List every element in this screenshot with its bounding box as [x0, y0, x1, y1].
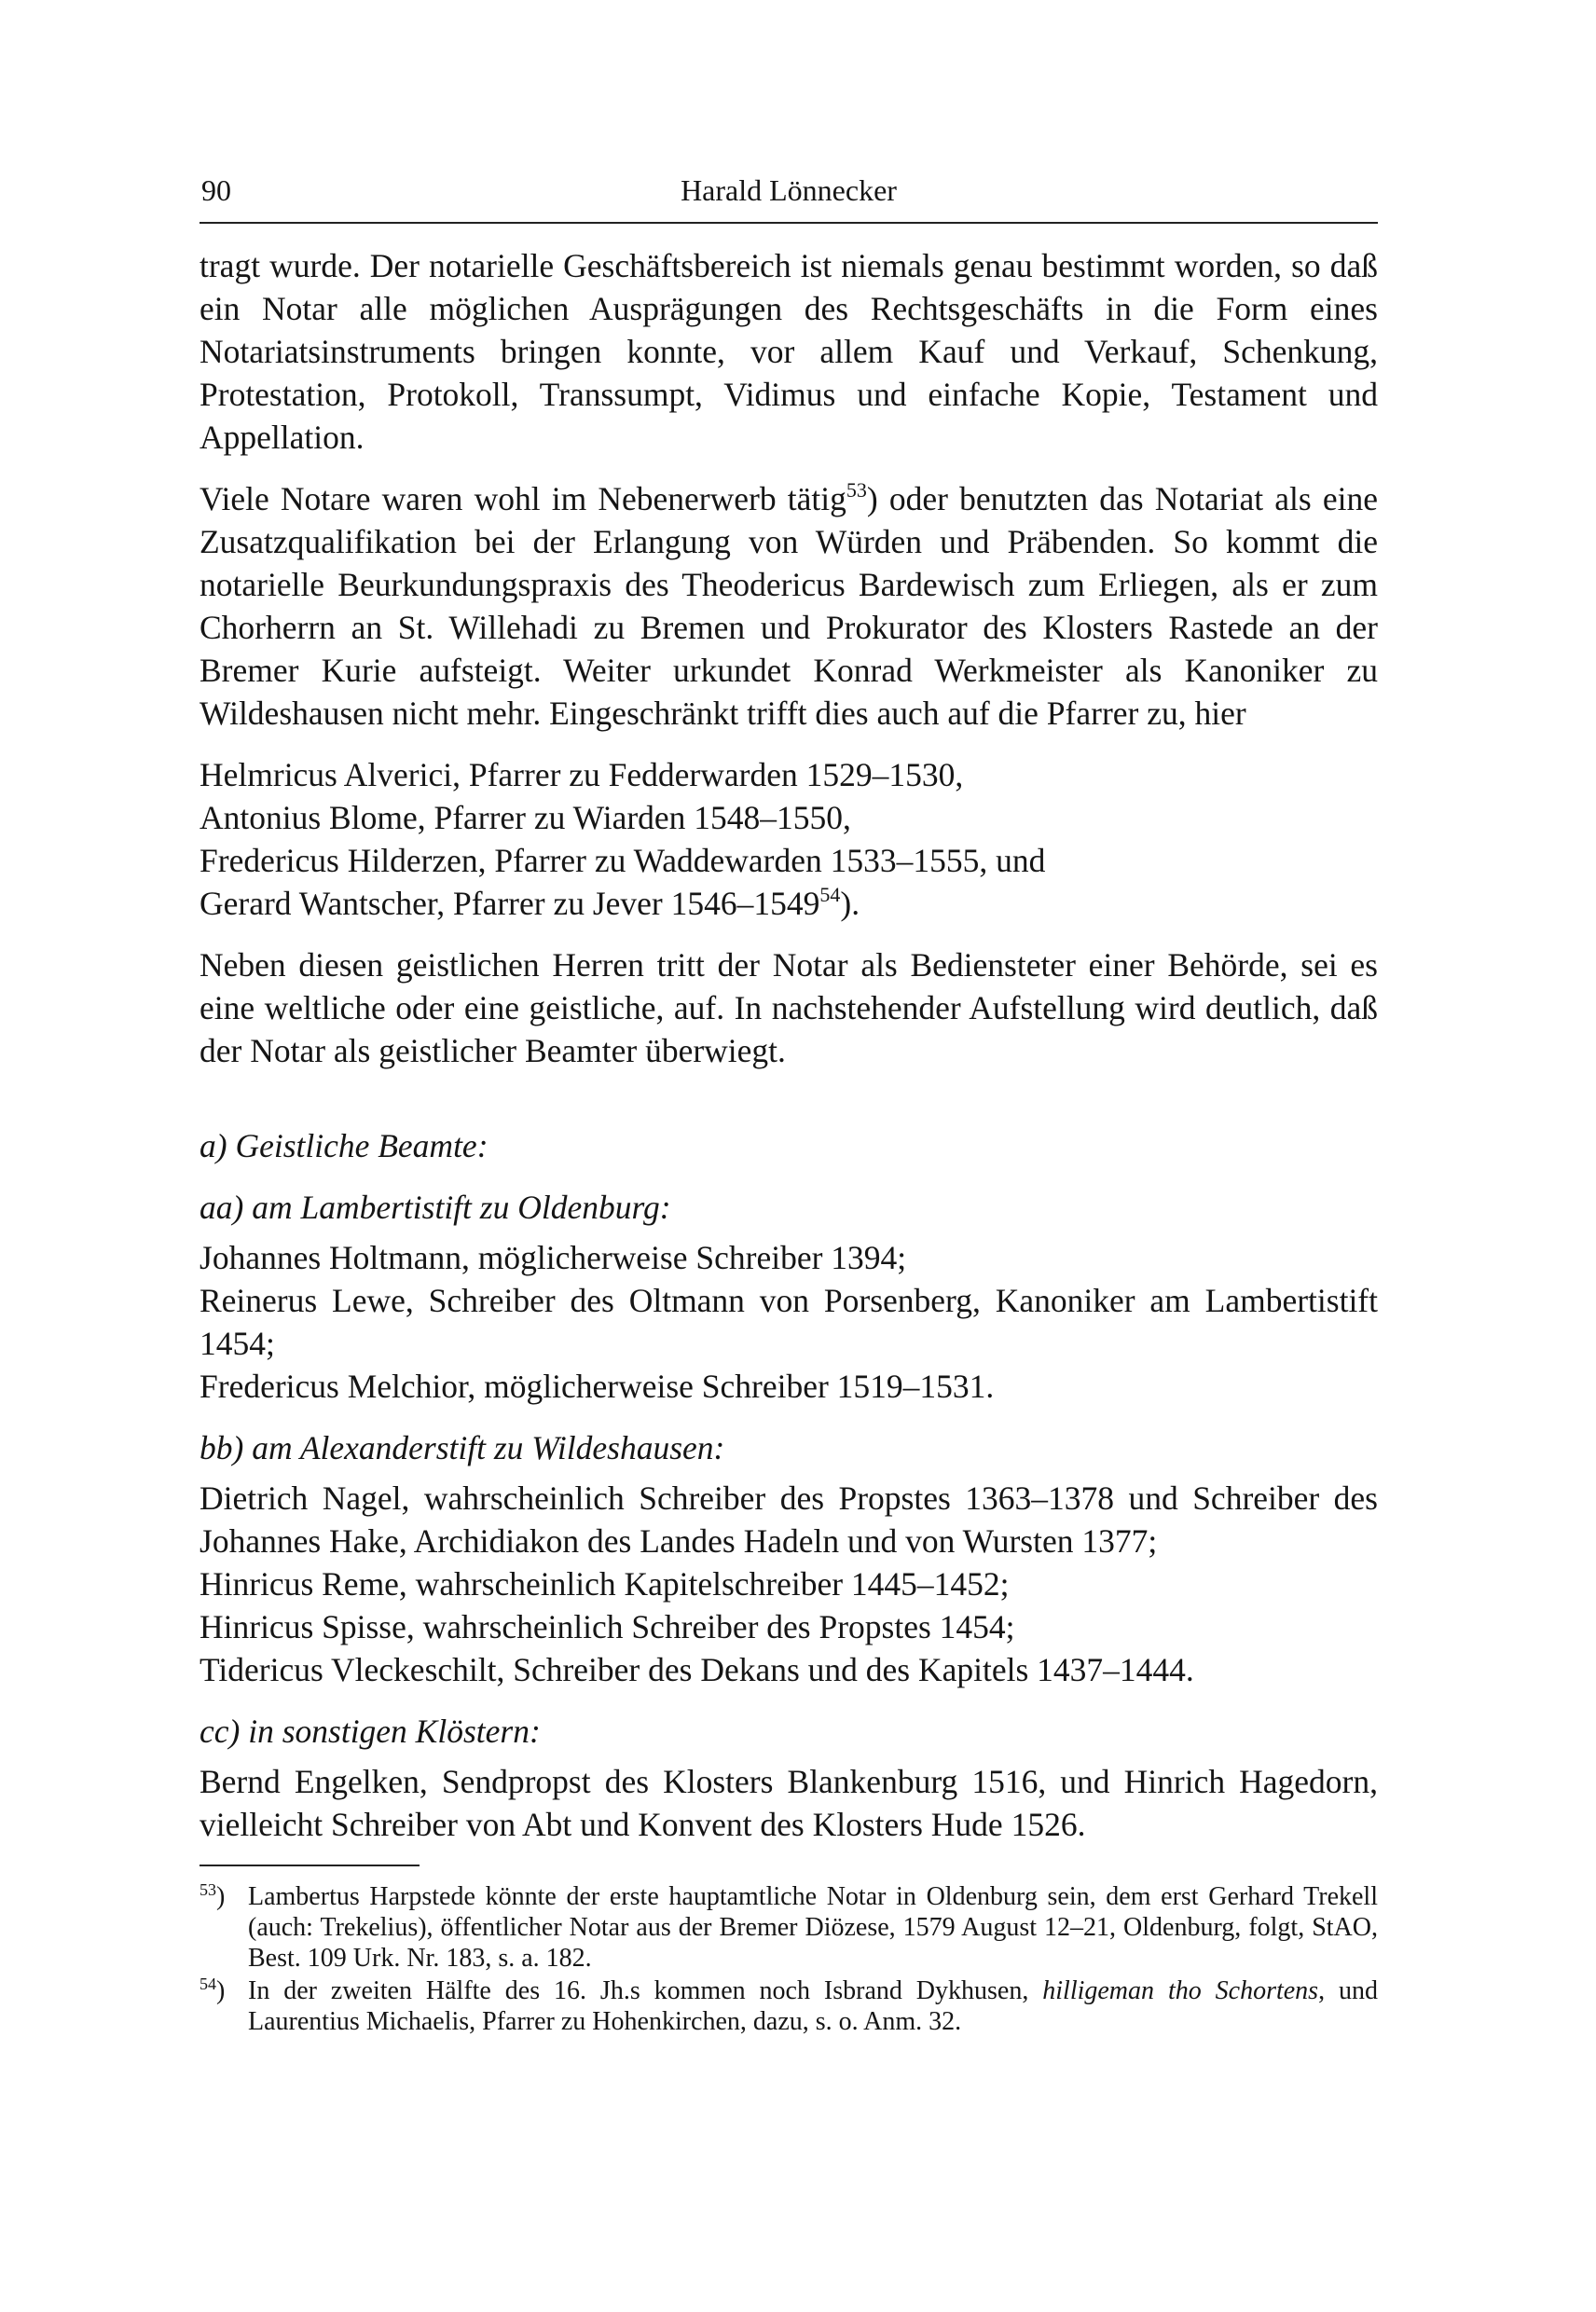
pastor-entry: Fredericus Hilderzen, Pfarrer zu Waddewarden 1533–1555, und: [200, 842, 1046, 879]
footnote-54: [200, 1975, 1378, 2037]
paragraph-2-start: Viele Notare waren wohl im Nebenerwerb tätig: [200, 480, 846, 517]
pastor-list: [200, 753, 1378, 925]
pastor-entry: [200, 882, 1378, 925]
main-text: [200, 244, 1378, 1846]
footnote-ref-53: 53: [846, 478, 867, 502]
subheading-cc: cc) in sonstigen Klöstern:: [200, 1713, 541, 1750]
paragraph-2: [200, 477, 1378, 735]
running-head: [200, 168, 1378, 214]
footnote-number: 54: [200, 1975, 216, 1993]
pastor-entry-close: ).: [840, 885, 860, 922]
footnotes: [200, 1881, 1378, 2039]
footnote-text: Lambertus Harpstede könnte der erste hauptamtliche Notar in Oldenburg sein, dem erst Gerhard Trekell (auch: Trekelius), öffentlicher Notar aus der Bremer Diözese, 1579 August 12–21, Oldenburg, folgt, StAO, Best. 109 Urk. Nr. 183, s. a. 182.: [248, 1882, 1378, 1973]
footnote-italic-text: hilligeman tho Schortens: [1042, 1976, 1319, 2005]
entries-aa: [200, 1236, 1378, 1408]
footnote-53: [200, 1881, 1378, 1974]
entries-bb: [200, 1477, 1378, 1691]
paragraph-3: Neben diesen geistlichen Herren tritt der Notar als Bediensteter einer Behörde, sei es eine weltliche oder eine geistliche, auf. In nachstehender Aufstellung wird deutlich, daß der Notar als geistlicher Beamter überwiegt.: [200, 946, 1378, 1069]
footnote-number: 53: [200, 1880, 216, 1899]
running-head-author: Harald Lönnecker: [681, 173, 897, 207]
list-item: Dietrich Nagel, wahrscheinlich Schreiber des Propstes 1363–1378 und Schreiber des Johannes Hake, Archidiakon des Landes Hadeln und von Wursten 1377;: [200, 1479, 1378, 1560]
footnote-text-end: , und Laurentius Michaelis, Pfarrer zu Hohenkirchen, dazu, s. o. Anm. 32.: [248, 1976, 1378, 2036]
list-item: Fredericus Melchior, möglicherweise Schreiber 1519–1531.: [200, 1368, 995, 1405]
pastor-entry: Helmricus Alverici, Pfarrer zu Fedderwarden 1529–1530,: [200, 756, 964, 793]
paragraph-2-rest: ) oder benutzten das Notariat als eine Zusatzqualifikation bei der Erlangung von Würden und Präbenden. So kommt die notarielle Beurkundungspraxis des Theodericus Bardewisch zum Erliegen, als er zum Chorherrn an St. Willehadi zu Bremen und Prokurator des Klosters Rastede an der Bremer Kurie aufsteigt. Weiter urkundet Konrad Werkmeister als Kanoniker zu Wildeshausen nicht mehr. Eingeschränkt trifft dies auch auf die Pfarrer zu, hier: [200, 480, 1378, 732]
subheading-aa: aa) am Lambertistift zu Oldenburg:: [200, 1189, 671, 1226]
header-rule: [200, 222, 1378, 224]
list-item: Johannes Holtmann, möglicherweise Schreiber 1394;: [200, 1239, 907, 1276]
list-item: Bernd Engelken, Sendpropst des Klosters Blankenburg 1516, und Hinrich Hagedorn, vielleicht Schreiber von Abt und Konvent des Klosters Hude 1526.: [200, 1763, 1378, 1843]
pastor-entry: Antonius Blome, Pfarrer zu Wiarden 1548–1550,: [200, 799, 851, 836]
page-number: 90: [201, 173, 231, 207]
section-heading-a: a) Geistliche Beamte:: [200, 1127, 488, 1164]
footnote-marker: $^{53}$): [200, 1880, 226, 1911]
footnote-rule: [200, 1865, 420, 1866]
subheading-bb: bb) am Alexanderstift zu Wildeshausen:: [200, 1429, 725, 1466]
pastor-entry-text: Gerard Wantscher, Pfarrer zu Jever 1546–1549: [200, 885, 820, 922]
list-item: Tidericus Vleckeschilt, Schreiber des Dekans und des Kapitels 1437–1444.: [200, 1651, 1194, 1688]
list-item: Hinricus Reme, wahrscheinlich Kapitelschreiber 1445–1452;: [200, 1565, 1010, 1603]
footnote-ref-54: 54: [819, 883, 841, 906]
list-item: Reinerus Lewe, Schreiber des Oltmann von Porsenberg, Kanoniker am Lambertistift 1454;: [200, 1282, 1378, 1362]
entries-cc: [200, 1760, 1378, 1846]
list-item: Hinricus Spisse, wahrscheinlich Schreiber des Propstes 1454;: [200, 1608, 1015, 1645]
paragraph-1: tragt wurde. Der notarielle Geschäftsbereich ist niemals genau bestimmt worden, so daß ein Notar alle möglichen Ausprägungen des Rechtsgeschäfts in die Form eines Notariatsinstruments bringen konnte, vor allem Kauf und Verkauf, Schenkung, Protestation, Protokoll, Transsumpt, Vidimus und einfache Kopie, Testament und Appellation.: [200, 247, 1378, 456]
footnote-marker: $^{54}$): [200, 1975, 226, 2005]
footnote-text: In der zweiten Hälfte des 16. Jh.s kommen noch Isbrand Dykhusen,: [248, 1976, 1043, 2005]
